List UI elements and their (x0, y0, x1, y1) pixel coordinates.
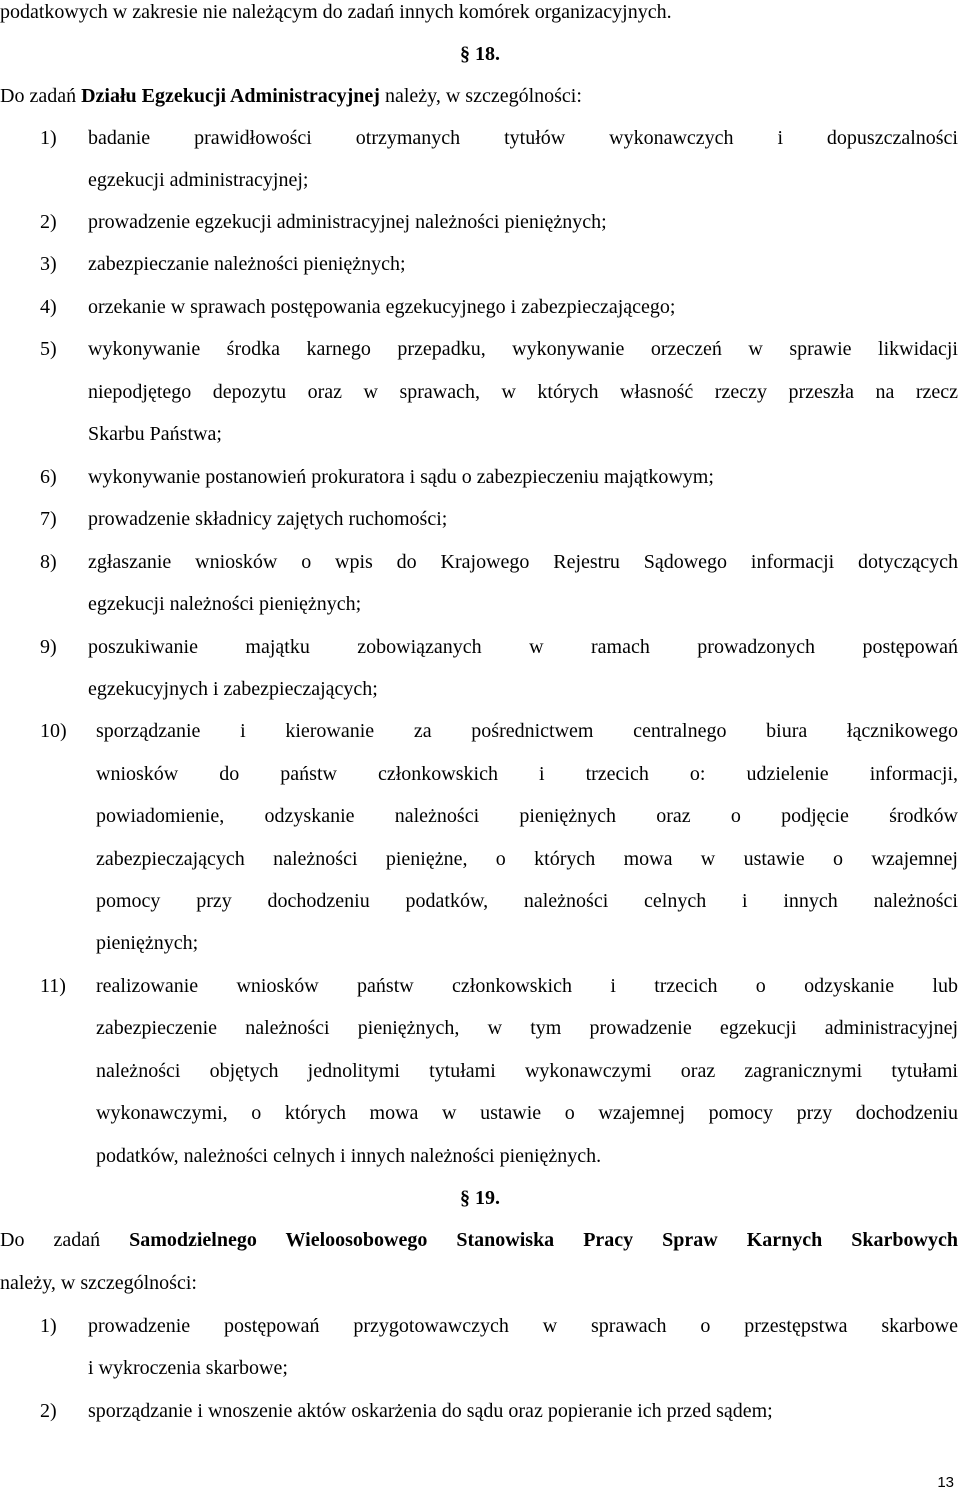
list-item-continuation (0, 1092, 960, 1134)
list-item-continuation (0, 795, 960, 837)
lead-post: należy, w szczególności: (0, 1272, 197, 1294)
lead-pre: Do zadań (0, 85, 82, 107)
item-text: zabezpieczanie należności pieniężnych; (88, 253, 406, 275)
list-item-continuation (0, 413, 960, 455)
item-text: wykonywanie środka karnego przepadku, wykonywanie orzeczeń w sprawie likwidacji (88, 338, 958, 360)
list-item (0, 286, 960, 328)
item-text: sporządzanie i kierowanie za pośrednictwem centralnego biura łącznikowego (96, 720, 958, 742)
item-text: podatków, należności celnych i innych należności pieniężnych. (96, 1145, 602, 1167)
list-item (0, 626, 960, 668)
item-number: 6) (40, 466, 57, 488)
item-number: 4) (40, 296, 57, 318)
lead-pre: Do zadań (0, 1229, 130, 1251)
item-number: 2) (40, 1400, 57, 1422)
item-number: 1) (40, 1315, 57, 1337)
list-item (0, 965, 960, 1007)
item-text: prowadzenie egzekucji administracyjnej należności pieniężnych; (88, 211, 607, 233)
item-text: Skarbu Państwa; (88, 423, 222, 445)
list-item (0, 498, 960, 540)
item-text: wniosków do państw członkowskich i trzecich o: udzielenie informacji, (96, 763, 958, 785)
section-18-heading: § 18. (460, 43, 500, 65)
list-item-continuation (0, 371, 960, 413)
item-text: prowadzenie składnicy zajętych ruchomości; (88, 508, 448, 530)
item-text: prowadzenie postępowań przygotowawczych w sprawach o przestępstwa skarbowe (88, 1315, 958, 1337)
section-18-lead (0, 75, 960, 117)
section-19-lead-continuation (0, 1262, 960, 1304)
section-19-lead (0, 1219, 960, 1261)
item-number: 8) (40, 551, 57, 573)
list-item-continuation (0, 159, 960, 201)
list-item-continuation (0, 922, 960, 964)
unit-name: Samodzielnego Wieloosobowego Stanowiska Pracy Spraw Karnych Skarbowych (129, 1229, 958, 1251)
list-item-continuation (0, 1347, 960, 1389)
list-item (0, 456, 960, 498)
item-number: 10) (40, 720, 67, 742)
item-text: wykonywanie postanowień prokuratora i sądu o zabezpieczeniu majątkowym; (88, 466, 714, 488)
list-item-continuation (0, 753, 960, 795)
item-text: badanie prawidłowości otrzymanych tytułów wykonawczych i dopuszczalności (88, 127, 958, 149)
item-number: 1) (40, 127, 57, 149)
item-text: niepodjętego depozytu oraz w sprawach, w których własność rzeczy przeszła na rzecz (88, 381, 958, 403)
page-number: 13 (937, 1474, 954, 1491)
list-item (0, 328, 960, 370)
item-text: zabezpieczenie należności pieniężnych, w tym prowadzenie egzekucji administracyjnej (96, 1017, 958, 1039)
item-text: egzekucyjnych i zabezpieczających; (88, 678, 378, 700)
item-text: i wykroczenia skarbowe; (88, 1357, 288, 1379)
item-text: realizowanie wniosków państw członkowskich i trzecich o odzyskanie lub (96, 975, 958, 997)
item-text: powiadomienie, odzyskanie należności pieniężnych oraz o podjęcie środków (96, 805, 958, 827)
item-text: zabezpieczających należności pieniężne, o których mowa w ustawie o wzajemnej (96, 848, 958, 870)
list-item (0, 1305, 960, 1347)
lead-post: należy, w szczególności: (379, 85, 582, 107)
list-item-continuation (0, 1135, 960, 1177)
list-item-continuation (0, 668, 960, 710)
item-number: 7) (40, 508, 57, 530)
list-item (0, 541, 960, 583)
item-text: pomocy przy dochodzeniu podatków, należności celnych i innych należności (96, 890, 958, 912)
list-item-continuation (0, 1007, 960, 1049)
item-text: pieniężnych; (96, 932, 199, 954)
item-text: sporządzanie i wnoszenie aktów oskarżenia do sądu oraz popieranie ich przed sądem; (88, 1400, 773, 1422)
item-text: egzekucji administracyjnej; (88, 169, 309, 191)
list-item-continuation (0, 880, 960, 922)
list-item-continuation (0, 838, 960, 880)
list-item (0, 201, 960, 243)
department-name: Działu Egzekucji Administracyjnej (81, 85, 380, 107)
item-number: 9) (40, 636, 57, 658)
item-number: 3) (40, 253, 57, 275)
item-text: egzekucji należności pieniężnych; (88, 593, 362, 615)
item-text: należności objętych jednolitymi tytułami wykonawczymi oraz zagranicznymi tytułami (96, 1060, 958, 1082)
item-text: wykonawczymi, o których mowa w ustawie o wzajemnej pomocy przy dochodzeniu (96, 1102, 958, 1124)
list-item-continuation (0, 1050, 960, 1092)
list-item (0, 710, 960, 752)
list-item (0, 243, 960, 285)
item-text: zgłaszanie wniosków o wpis do Krajowego Rejestru Sądowego informacji dotyczących (88, 551, 958, 573)
item-number: 2) (40, 211, 57, 233)
section-19-heading: § 19. (460, 1187, 500, 1209)
item-number: 11) (40, 975, 66, 997)
item-text: poszukiwanie majątku zobowiązanych w ramach prowadzonych postępowań (88, 636, 958, 658)
item-text: orzekanie w sprawach postępowania egzekucyjnego i zabezpieczającego; (88, 296, 676, 318)
paragraph-line (0, 0, 960, 33)
list-item (0, 1390, 960, 1432)
list-item (0, 117, 960, 159)
item-number: 5) (40, 338, 57, 360)
intro-tail-text: podatkowych w zakresie nie należącym do zadań innych komórek organizacyjnych. (0, 1, 672, 23)
list-item-continuation (0, 583, 960, 625)
